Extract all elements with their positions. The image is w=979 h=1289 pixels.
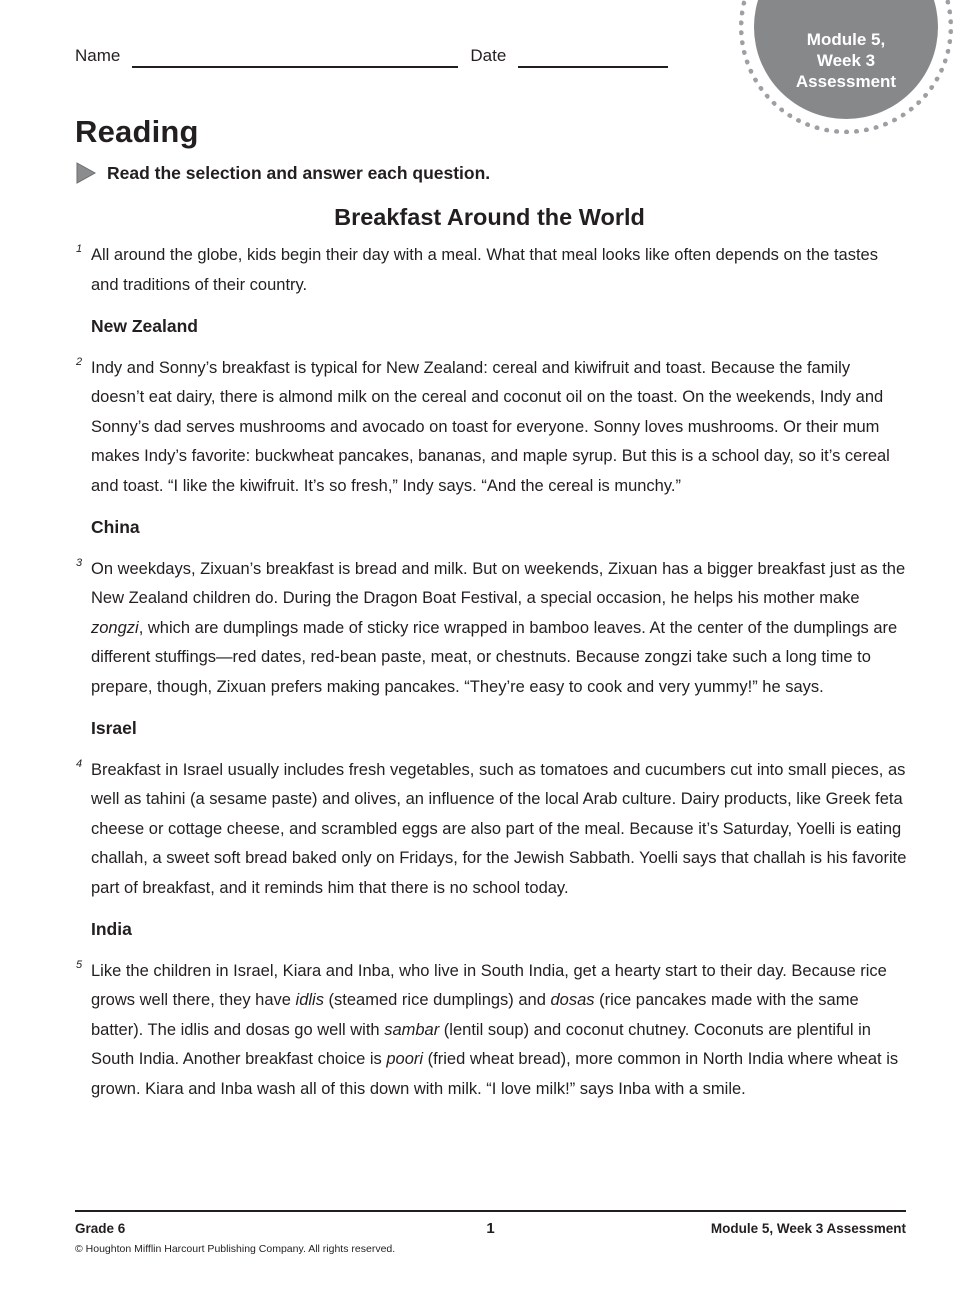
date-label: Date	[470, 46, 507, 65]
paragraph	[75, 756, 907, 904]
page-footer	[75, 1210, 906, 1255]
paragraph-number: 5	[76, 958, 83, 971]
footer-row	[75, 1220, 906, 1237]
section-heading: India	[91, 919, 132, 939]
article-body	[75, 241, 907, 1104]
paragraph-number: 4	[76, 757, 83, 770]
section-heading: New Zealand	[91, 316, 198, 336]
assessment-badge-circle	[754, 0, 938, 119]
arrow-icon	[75, 162, 97, 184]
paragraph-text: (fried wheat bread), more common in North India where wheat is grown. Kiara and Inba wash all of this down with milk. “I love milk!” says Inba with a smile.	[91, 1050, 899, 1098]
paragraph-number: 3	[76, 556, 83, 569]
paragraph	[75, 354, 907, 502]
footer-copyright: © Houghton Mifflin Harcourt Publishing Company. All rights reserved.	[75, 1243, 396, 1255]
assessment-badge-line: Module 5,	[806, 30, 886, 49]
italic-term: dosas	[550, 991, 595, 1009]
name-date-row	[75, 46, 693, 68]
italic-term: zongzi	[91, 618, 139, 637]
paragraph-text: , which are dumplings made of sticky rice wrapped in bamboo leaves. At the center of the dumplings are different stuffings—red dates, red-bean paste, meat, or chestnuts. Because zongzi take such a long time to prepare, though, Zixuan prefers making pancakes. “They’re easy to cook and very yummy!” he says.	[91, 618, 898, 696]
footer-page-number: 1	[486, 1220, 495, 1237]
paragraph-text: On weekdays, Zixuan’s breakfast is bread and milk. But on weekends, Zixuan has a bigger breakfast just as the New Zealand children do. During the Dragon Boat Festival, a special occasion, he helps his mother make	[91, 559, 906, 607]
footer-grade: Grade 6	[75, 1221, 126, 1236]
paragraph-text: Indy and Sonny’s breakfast is typical for New Zealand: cereal and kiwifruit and toast. Because the family doesn’t eat dairy, there is almond milk on the cereal and coconut oil on the toast. On the weekends, Indy and Sonny’s dad serves mushrooms and avocado on toast for everyone. Sonny loves mushrooms. Or their mum makes Indy’s favorite: buckwheat pancakes, bananas, and maple syrup. But this is a school day, so it’s cereal and toast. “I like the kiwifruit. It’s so fresh,” Indy says. “And the cereal is munchy.”	[91, 358, 890, 495]
italic-term: poori	[386, 1050, 424, 1068]
italic-term: sambar	[384, 1020, 440, 1039]
assessment-badge-line: Assessment	[795, 72, 897, 91]
instruction-row	[75, 162, 979, 184]
paragraph-text: Breakfast in Israel usually includes fresh vegetables, such as tomatoes and cucumbers cut into small pieces, as well as tahini (a sesame paste) and olives, an influence of the local Arab culture. Dairy products, like Greek feta cheese or cottage cheese, and scrambled eggs are also part of the meal. Because it’s Saturday, Yoelli is eating challah, a sweet soft bread baked only on Fridays, for the Jewish Sabbath. Yoelli says that challah is his favorite part of breakfast, and it reminds him that there is no school today.	[91, 760, 907, 897]
italic-term: idlis	[295, 991, 324, 1009]
paragraph	[75, 555, 907, 703]
footer-module: Module 5, Week 3 Assessment	[710, 1221, 906, 1236]
instruction-text: Read the selection and answer each question.	[107, 162, 491, 183]
paragraph-text: (rice pancakes made with the same batter). The idlis and dosas go well with	[91, 991, 859, 1039]
paragraph-text: Like the children in Israel, Kiara and Inba, who live in South India, get a hearty start to their day. Because rice grows well there, they have	[91, 961, 887, 1009]
paragraph	[75, 957, 907, 1105]
assessment-badge-text	[796, 29, 896, 119]
page-title: Reading	[75, 114, 199, 149]
assessment-badge-line: Week 3	[816, 51, 876, 70]
name-label: Name	[75, 46, 121, 65]
footer-rule	[75, 1210, 906, 1212]
name-input-line[interactable]	[132, 46, 458, 68]
paragraph-text: (lentil soup) and coconut chutney. Coconuts are plentiful in South India. Another breakfast choice is	[91, 1020, 871, 1068]
article-title: Breakfast Around the World	[334, 204, 645, 230]
paragraph-text: All around the globe, kids begin their day with a meal. What that meal looks like often depends on the tastes and traditions of their country.	[91, 246, 878, 294]
paragraph-text: (steamed rice dumplings) and	[323, 991, 551, 1009]
section-heading: Israel	[91, 718, 137, 738]
paragraph	[75, 241, 907, 300]
paragraph-number: 1	[76, 243, 83, 255]
section-heading: China	[91, 517, 140, 537]
paragraph-number: 2	[76, 355, 83, 368]
date-input-line[interactable]	[518, 46, 668, 68]
